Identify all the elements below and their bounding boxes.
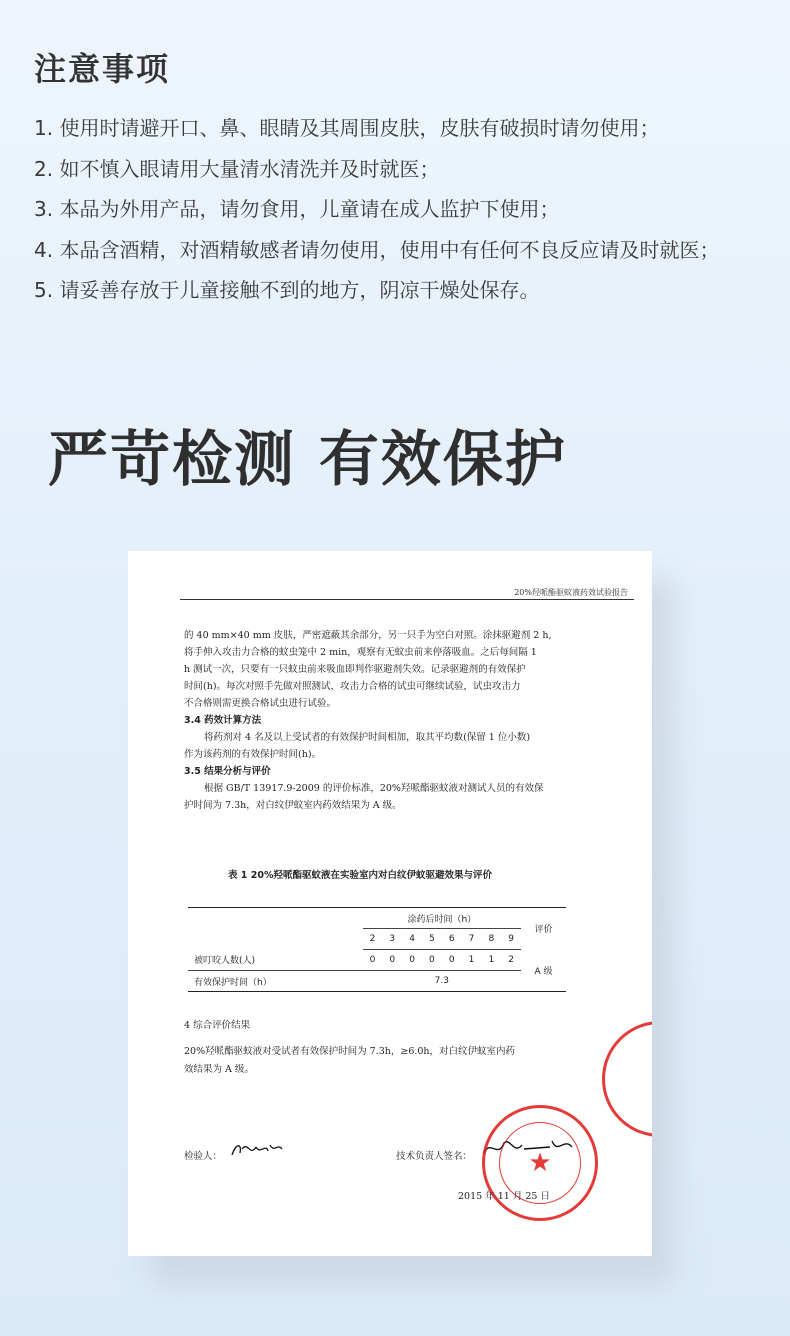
section-4: [184, 1017, 604, 1079]
tech-label: 技术负责人签名：: [396, 1151, 473, 1162]
section-3-4-title: 3.4 药效计算方法: [184, 715, 262, 726]
bitten-cell: 0: [363, 950, 383, 971]
bitten-cell: 2: [501, 950, 521, 971]
bitten-cell: 0: [422, 950, 442, 971]
table-corner: [188, 908, 363, 950]
bitten-cell: 0: [382, 950, 402, 971]
para-line: 将手伸入攻击力合格的蚊虫笼中 2 min，观察有无蚊虫前来停落吸血。之后每间隔 1: [184, 647, 537, 658]
header-rule: [180, 599, 634, 600]
para-line: 护时间为 7.3h，对白纹伊蚊室内药效结果为 A 级。: [184, 800, 402, 811]
official-seal: [482, 1105, 598, 1221]
bitten-cell: 1: [462, 950, 482, 971]
time-header: 涂药后时间（h）: [363, 908, 522, 929]
headline: 严苛检测 有效保护: [48, 425, 567, 495]
para-line: 将药剂对 4 名及以上受试者的有效保护时间相加，取其平均数(保留 1 位小数): [204, 732, 531, 743]
para-line: 20%羟哌酯驱蚊液对受试者有效保护时间为 7.3h，≥6.0h，对白纹伊蚊室内药: [184, 1046, 516, 1057]
hour-cell: 3: [382, 929, 402, 950]
inspector-label: 检验人：: [184, 1151, 223, 1162]
protect-value: 7.3: [363, 971, 522, 992]
bitten-cell: 0: [442, 950, 462, 971]
hour-cell: 2: [363, 929, 383, 950]
hour-cell: 7: [462, 929, 482, 950]
bitten-cell: 1: [481, 950, 501, 971]
notice-list: [34, 108, 774, 311]
partial-seal: [602, 1021, 652, 1137]
notice-item: 1. 使用时请避开口、鼻、眼睛及其周围皮肤，皮肤有破损时请勿使用；: [34, 116, 660, 140]
report-body: [184, 627, 604, 814]
inspector-signature: [228, 1139, 284, 1161]
hour-cell: 8: [481, 929, 501, 950]
para-line: 时间(h)。每次对照手先做对照测试，攻击力合格的试虫可继续试验，试虫攻击力: [184, 681, 521, 692]
section-4-title: 4 综合评价结果: [184, 1020, 251, 1031]
notice-item: 3. 本品为外用产品，请勿食用，儿童请在成人监护下使用；: [34, 197, 560, 221]
para-line: 不合格则需更换合格试虫进行试验。: [184, 698, 337, 709]
section-3-5-title: 3.5 结果分析与评价: [184, 766, 271, 777]
report-header: 20%羟哌酯驱蚊液药效试验报告: [514, 588, 628, 597]
para-line: 效结果为 A 级。: [184, 1064, 254, 1075]
table-caption: 表 1 20%羟哌酯驱蚊液在实验室内对白纹伊蚊驱避效果与评价: [228, 870, 492, 881]
bitten-cell: 0: [402, 950, 422, 971]
notice-item: 4. 本品含酒精，对酒精敏感者请勿使用，使用中有任何不良反应请及时就医；: [34, 237, 720, 262]
notice-item: 5. 请妥善存放于儿童接触不到的地方，阴凉干燥处保存。: [34, 278, 540, 302]
hour-cell: 9: [501, 929, 521, 950]
eval-header: 评价: [521, 908, 566, 950]
hour-cell: 5: [422, 929, 442, 950]
report-date: 2015 年 11 月 25 日: [458, 1191, 550, 1202]
hour-cell: 4: [402, 929, 422, 950]
grade-cell: A 级: [521, 950, 566, 992]
hour-cell: 6: [442, 929, 462, 950]
notice-title: 注意事项: [34, 50, 171, 88]
seal-star-icon: ★: [528, 1148, 552, 1178]
para-line: 根据 GB/T 13917.9-2009 的评价标准，20%羟哌酯驱蚊液对测试人员的有效保: [204, 783, 544, 794]
protect-label: 有效保护时间（h）: [188, 971, 363, 992]
notice-item: 2. 如不慎入眼请用大量清水清洗并及时就医；: [34, 156, 440, 181]
test-report-page: [128, 551, 652, 1256]
para-line: 作为该药剂的有效保护时间(h)。: [184, 749, 322, 760]
para-line: h 测试一次，只要有一只蚊虫前来吸血即判作驱避剂失效。记录驱避剂的有效保护: [184, 664, 526, 675]
para-line: 的 40 mm×40 mm 皮肤，严密遮蔽其余部分，另一只手为空白对照。涂抹驱避剂 2 h,: [184, 630, 552, 641]
bitten-label: 被叮咬人数(人): [188, 950, 363, 971]
results-table: [188, 907, 566, 992]
